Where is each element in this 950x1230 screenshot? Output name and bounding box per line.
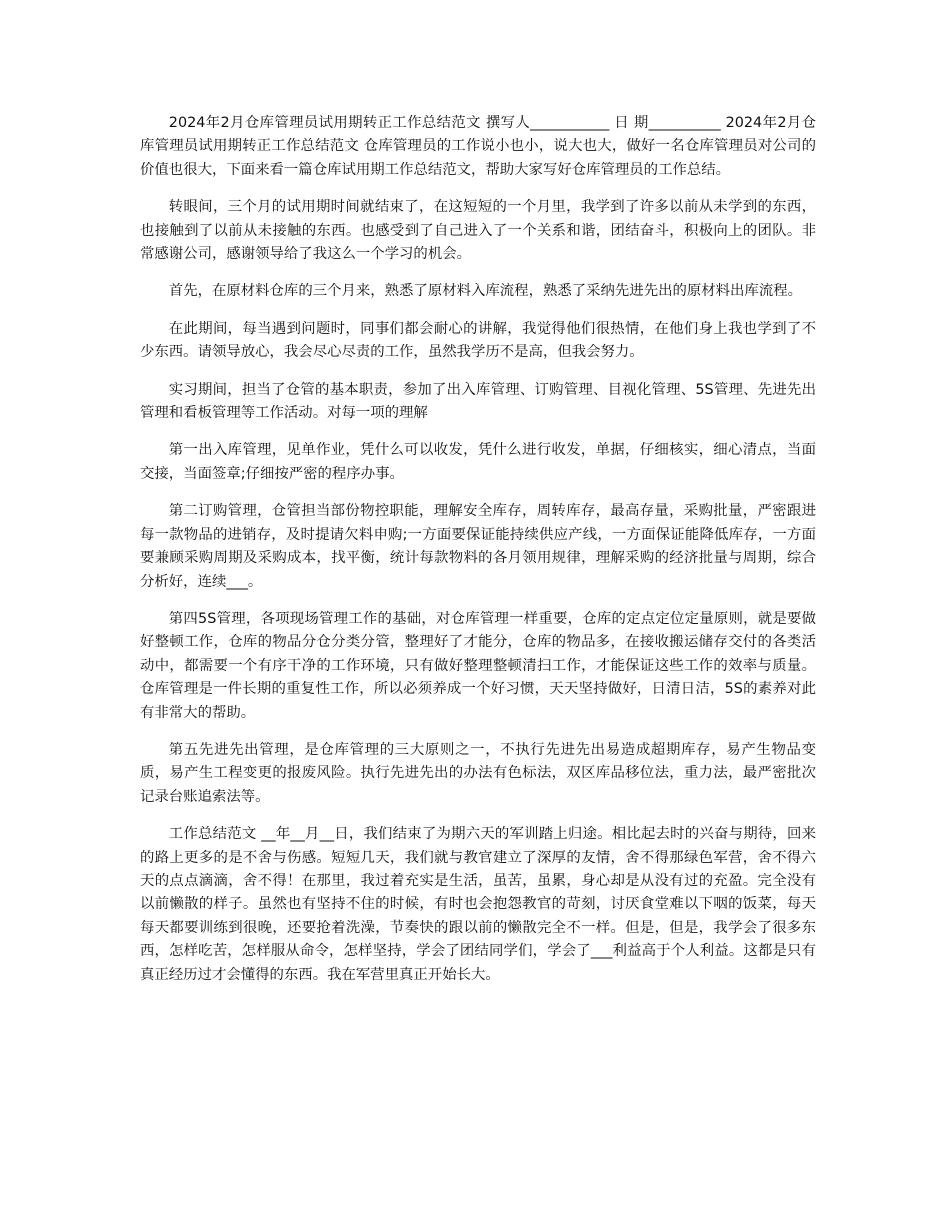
paragraph-5s: 第四5S管理，各项现场管理工作的基础，对仓库管理一样重要，仓库的定点定位定量原则，就是要做好整顿工作，仓库的物品分仓分类分管，整理好了才能分，仓库的物品多，在接收搬运储存交付的各类活动中，都需要一个有序干净的工作环境，只有做好整理整顿清扫工作，才能保证这些工作的效率与质量。仓库管理是一件长期的重复性工作，所以必须养成一个好习惯，天天坚持做好，日清日洁，5S的素养对此有非常大的帮助。 <box>140 610 816 721</box>
document-body <box>140 112 816 1001</box>
paragraph-military-training: 工作总结范文 __年__月__日，我们结束了为期六天的军训踏上归途。相比起去时的兴奋与期待，回来的路上更多的是不舍与伤感。短短几天，我们就与教官建立了深厚的友情，舍不得那绿色军营，舍不得六天的点点滴滴，舍不得！在那里，我过着充实是生活，虽苦，虽累，身心却是从没有过的充盈。完全没有以前懒散的样子。虽然也有坚持不住的时候，有时也会抱怨教官的苛刻，讨厌食堂难以下咽的饭菜，每天每天都要训练到很晚，还要抢着洗澡，节奏快的跟以前的懒散完全不一样。但是，但是，我学会了很多东西，怎样吃苦，怎样服从命令，怎样坚持，学会了团结同学们，学会了___利益高于个人利益。这都是只有真正经历过才会懂得的东西。我在军营里真正开始长大。 <box>140 826 816 983</box>
paragraph-colleagues: 在此期间，每当遇到问题时，同事们都会耐心的讲解，我觉得他们很热情，在他们身上我也学到了不少东西。请领导放心，我会尽心尽责的工作，虽然我学历不是高，但我会努力。 <box>140 320 816 361</box>
paragraph-internship-duties: 实习期间，担当了仓管的基本职责，参加了出入库管理、订购管理、目视化管理、5S管理、先进先出管理和看板管理等工作活动。对每一项的理解 <box>140 381 816 422</box>
paragraph-inbound-outbound: 第一出入库管理，见单作业，凭什么可以收发，凭什么进行收发，单据，仔细核实，细心清点，当面交接，当面签章;仔细按严密的程序办事。 <box>140 442 816 482</box>
paragraph-fifo: 第五先进先出管理，是仓库管理的三大原则之一，不执行先进先出易造成超期库存，易产生物品变质，易产生工程变更的报废风险。执行先进先出的办法有色标法，双区库品移位法，重力法，最严密批次记录台账追索法等。 <box>140 741 816 805</box>
paragraph-raw-materials: 首先，在原材料仓库的三个月来，熟悉了原材料入库流程，熟悉了采纳先进先出的原材料出库流程。 <box>168 283 802 300</box>
paragraph-reflection: 转眼间，三个月的试用期时间就结束了，在这短短的一个月里，我学到了许多以前从未学到的东西，也接触到了以前从未接触的东西。也感受到了自己进入了一个关系和谐，团结奋斗，积极向上的团队。非常感谢公司，感谢领导给了我这么一个学习的机会。 <box>140 199 816 263</box>
paragraph-intro: 2024年2月仓库管理员试用期转正工作总结范文 撰写人___________ 日 期__________ 2024年2月仓库管理员试用期转正工作总结范文 仓库管理员的工作说小也小，说大也大，做好一名仓库管理员对公司的价值也很大，下面来看一篇仓库试用期工作总结范文，帮助大家写好仓库管理员的工作总结。 <box>140 115 816 178</box>
paragraph-ordering: 第二订购管理，仓管担当部份物控职能，理解安全库存，周转库存，最高存量，采购批量，严密跟进每一款物品的进销存，及时提请欠料申购;一方面要保证能持续供应产线，一方面保证能降低库存，一方面要兼顾采购周期及采购成本，找平衡，统计每款物料的各月领用规律，理解采购的经济批量与周期，综合分析好，连续___。 <box>140 503 816 590</box>
